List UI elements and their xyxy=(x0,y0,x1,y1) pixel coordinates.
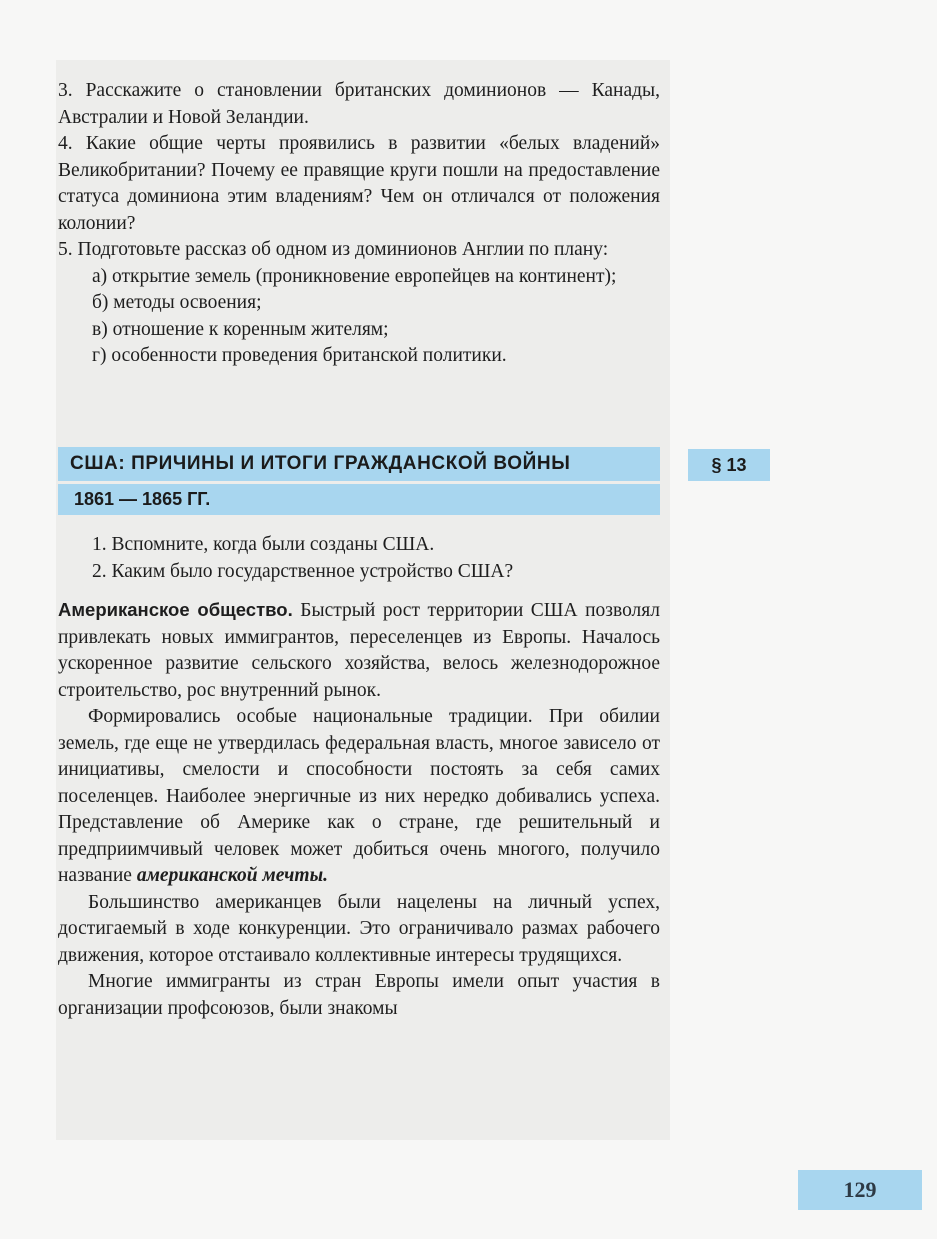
section-title: США: ПРИЧИНЫ И ИТОГИ ГРАЖДАНСКОЙ ВОЙНЫ xyxy=(58,447,660,481)
review-questions xyxy=(58,78,660,370)
page-number: 129 xyxy=(798,1170,922,1210)
paragraph-1-text: Быстрый рост территории США позволял привлекать новых иммигрантов, переселенцев из Европы. Началось ускоренное развитие сельского хозяйства, велось железнодорожное строительство, рос внутренний рынок. xyxy=(58,600,660,701)
plan-item-d: г) особенности проведения британской политики. xyxy=(92,345,507,366)
plan-item-a: а) открытие земель (проникновение европейцев на континент); xyxy=(92,265,617,287)
recall-questions xyxy=(92,532,652,585)
paragraph-4: Многие иммигранты из стран Европы имели опыт участия в организации профсоюзов, были знакомы xyxy=(58,971,660,1019)
paragraph-heading: Американское общество. xyxy=(58,599,293,620)
recall-question-2: 2. Каким было государственное устройство США? xyxy=(92,560,514,582)
question-5: 5. Подготовьте рассказ об одном из доминионов Англии по плану: xyxy=(58,239,609,260)
paragraph-3: Большинство американцев были нацелены на личный успех, достигаемый в ходе конкуренции. Это ограничивало размах рабочего движения, которое отстаивало коллективные интересы трудящихся. xyxy=(58,891,660,966)
paragraph-2-text: Формировались особые национальные традиции. При обилии земель, где еще не утвердилась федеральная власть, многое зависело от инициативы, смелости и способности постоять за себя самих поселенцев. Наиболее энергичные из них нередко добивались успеха. Представление об Америке как о стране, где решительный и предприимчивый человек может добиться очень многого, получило название xyxy=(58,706,660,886)
question-3: 3. Расскажите о становлении британских доминионов — Канады, Австралии и Новой Зеландии. xyxy=(58,80,660,128)
section-dates: 1861 — 1865 ГГ. xyxy=(58,484,660,515)
plan-item-c: в) отношение к коренным жителям; xyxy=(92,318,389,340)
main-text xyxy=(58,597,660,1022)
key-term: американской мечты. xyxy=(136,865,328,886)
question-4: 4. Какие общие черты проявились в развитии «белых владений» Великобритании? Почему ее правящие круги пошли на предоставление статуса доминиона этим владениям? Чем он отличался от положения колонии? xyxy=(58,133,660,234)
recall-question-1: 1. Вспомните, когда были созданы США. xyxy=(92,534,435,555)
paragraph-1 xyxy=(58,597,660,704)
paragraph-2 xyxy=(58,704,660,890)
section-number-badge: § 13 xyxy=(688,449,770,481)
plan-item-b: б) методы освоения; xyxy=(92,292,262,313)
